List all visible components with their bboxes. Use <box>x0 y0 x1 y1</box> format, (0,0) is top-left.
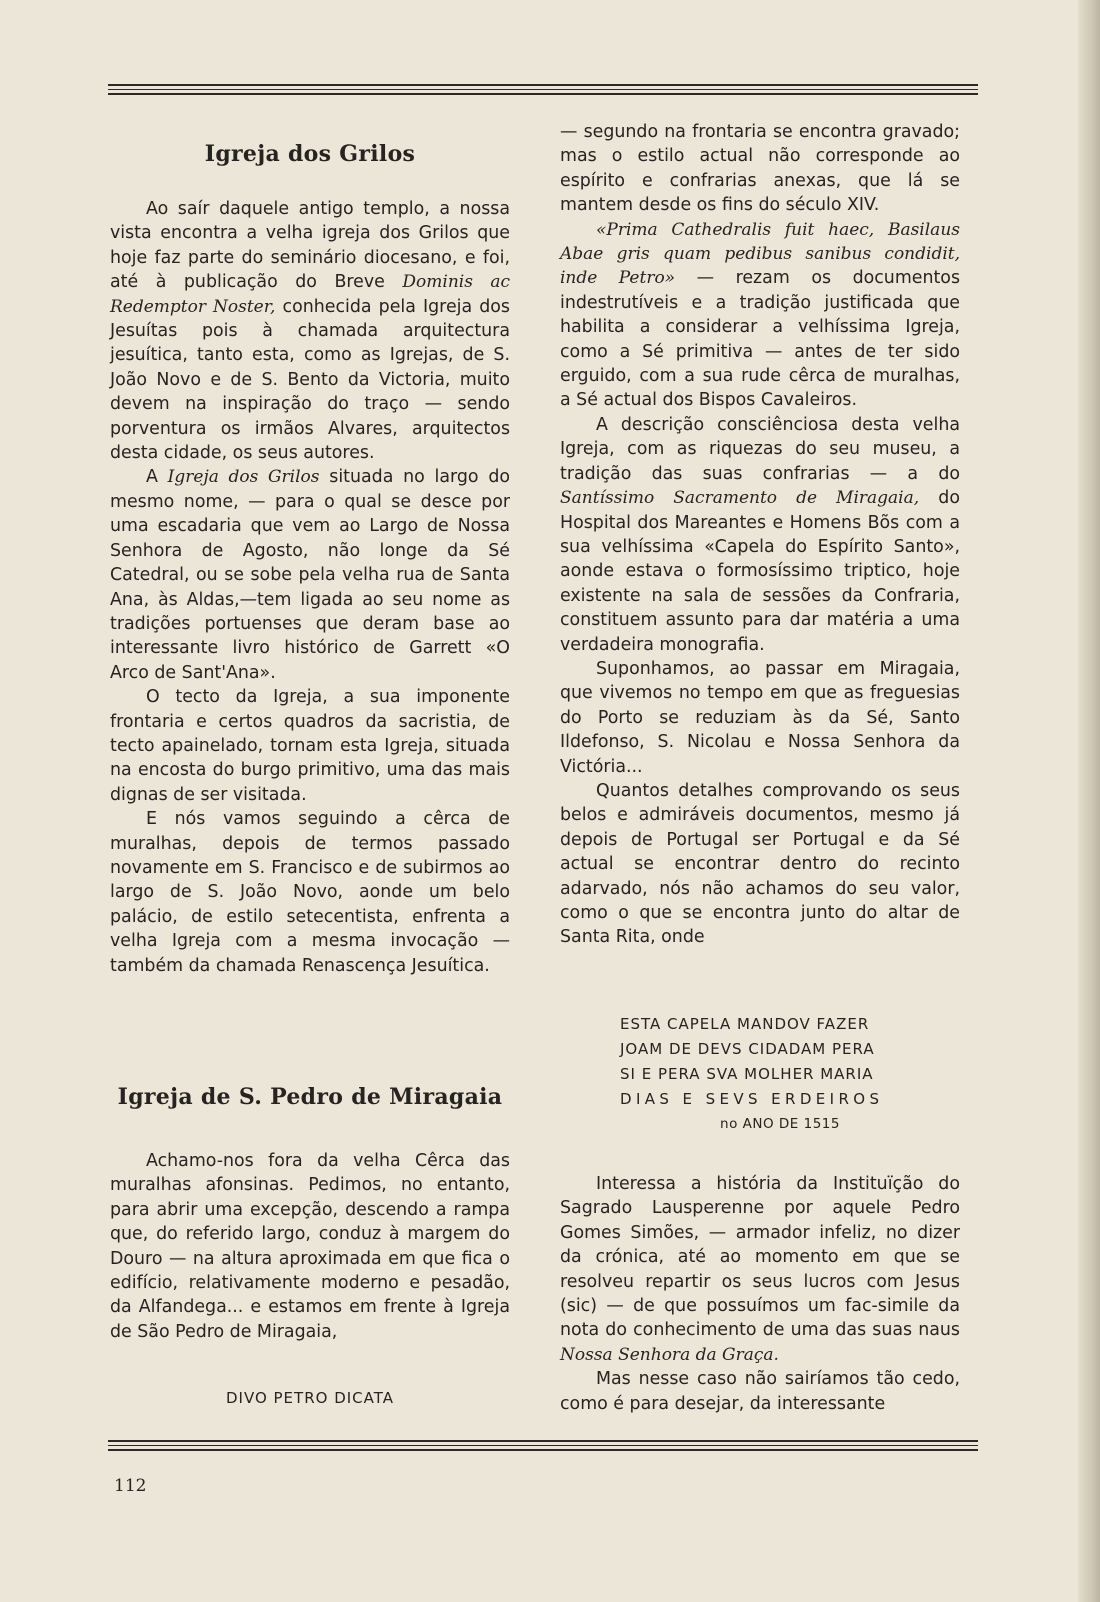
grilos-paragraph-1: Ao saír daquele antigo templo, a nossa vista encontra a velha igreja dos Grilos que hoje faz parte do seminário diocesano, e foi, até à publicação do Breve Dominis ac Redemptor Noster, conhecida pela Igreja dos Jesuítas pois à chamada arquitectura jesuítica, tanto esta, como as Igrejas, de S. João Novo e de S. Bento da Victoria, muito devem na inspiração do traço — sendo porventura os irmãos Alvares, arquitectos desta cidade, os seus autores. <box>110 199 511 464</box>
page-number: 112 <box>114 1476 147 1496</box>
miragaia-paragraph-1: Achamo-nos fora da velha Cêrca das muralhas afonsinas. Pedimos, no entanto, para abrir uma excepção, descendo a rampa que, do referido largo, conduz à margem do Douro — na altura aproximada em que fica o edifício, relativamente moderno e pesadão, da Alfandega... e estamos em frente à Igreja de São Pedro de Miragaia, <box>110 1151 510 1342</box>
right-paragraph-7: Mas nesse caso não sairíamos tão cedo, como é para desejar, da interessante <box>560 1369 960 1414</box>
inscription-line-3: SI E PERA SVA MOLHER MARIA <box>620 1065 874 1083</box>
page-edge <box>1078 0 1100 1602</box>
miragaia-text <box>110 1149 510 1344</box>
inscription-year: no ANO DE 1515 <box>720 1116 840 1132</box>
inscription-divo-petro: DIVO PETRO DICATA <box>225 1389 395 1407</box>
heading-igreja-s-pedro-miragaia: Igreja de S. Pedro de Miragaia <box>117 1084 503 1110</box>
right-paragraph-2: «Prima Cathedralis fuit haec, Basilaus Abae gris quam pedibus sanibus condidit, inde Petro» — rezam os documentos indestrutíveis e a tradição justificada que habilita a considerar a velhíssima Igreja, como a Sé primitiva — antes de ter sido erguido, com a sua rude cêrca de muralhas, a Sé actual dos Bispos Cavaleiros. <box>560 219 961 411</box>
right-paragraph-1: — segundo na frontaria se encontra gravado; mas o estilo actual não corresponde ao espírito e confrarias anexas, que lá se mantem desde os fins do século XIV. <box>560 122 960 216</box>
top-rule <box>108 84 978 98</box>
heading-igreja-dos-grilos: Igreja dos Grilos <box>204 141 416 167</box>
inscription-line-2: JOAM DE DEVS CIDADAM PERA <box>620 1040 875 1058</box>
right-paragraph-6: Interessa a história da Instituïção do Sagrado Lausperenne por aquele Pedro Gomes Simões, — armador infeliz, no dizer da crónica, até ao momento em que se resolveu repartir os seus lucros com Jesus (sic) — de que possuímos um fac-simile da nota do conhecimento de uma das suas naus Nossa Senhora da Graça. <box>560 1174 960 1365</box>
grilos-text <box>110 197 510 978</box>
inscription-line-1: ESTA CAPELA MANDOV FAZER <box>620 1015 870 1033</box>
right-column-text <box>560 120 960 950</box>
bottom-rule <box>108 1440 978 1454</box>
right-paragraph-3: A descrição consciênciosa desta velha Igreja, com as riquezas do seu museu, a tradição das suas confrarias — a do Santíssimo Sacramento de Miragaia, do Hospital dos Mareantes e Homens Bõs com a sua velhíssima «Capela do Espírito Santo», aonde estava o formosíssimo triptico, hoje existente na sala de sessões da Confraria, constituem assunto para dar matéria a uma verdadeira monografia. <box>560 414 960 655</box>
grilos-paragraph-4: E nós vamos seguindo a cêrca de muralhas, depois de termos passado novamente em S. Francisco e de subirmos ao largo de S. João Novo, aonde um belo palácio, de estilo setecentista, enfrenta a velha Igreja com a mesma invocação — também da chamada Renascença Jesuítica. <box>110 809 510 976</box>
inscription-line-4: DIAS E SEVS ERDEIROS <box>620 1090 884 1108</box>
inscription-capela <box>620 1012 940 1137</box>
right-paragraph-5: Quantos detalhes comprovando os seus belos e admiráveis documentos, mesmo já depois de Portugal ser Portugal e da Sé actual se encontrar dentro do recinto adarvado, nós não achamos do seu valor, como o que se encontra junto do altar de Santa Rita, onde <box>560 780 960 948</box>
grilos-paragraph-2: A Igreja dos Grilos situada no largo do mesmo nome, — para o qual se desce por uma escadaria que vem ao Largo de Nossa Senhora de Agosto, não longe da Sé Catedral, ou se sobe pela velha rua de Santa Ana, às Aldas,—tem ligada ao seu nome as tradições portuenses que deram base ao interessante livro histórico de Garrett «O Arco de Sant'Ana». <box>110 467 510 683</box>
right-column-text-2 <box>560 1172 960 1416</box>
right-paragraph-4: Suponhamos, ao passar em Miragaia, que vivemos no tempo em que as freguesias do Porto se reduziam às da Sé, Santo Ildefonso, S. Nicolau e Nossa Senhora da Victória... <box>560 658 960 777</box>
grilos-paragraph-3: O tecto da Igreja, a sua imponente frontaria e certos quadros da sacristia, de tecto apainelado, tornam esta Igreja, situada na encosta do burgo primitivo, uma das mais dignas de ser visitada. <box>110 687 510 805</box>
